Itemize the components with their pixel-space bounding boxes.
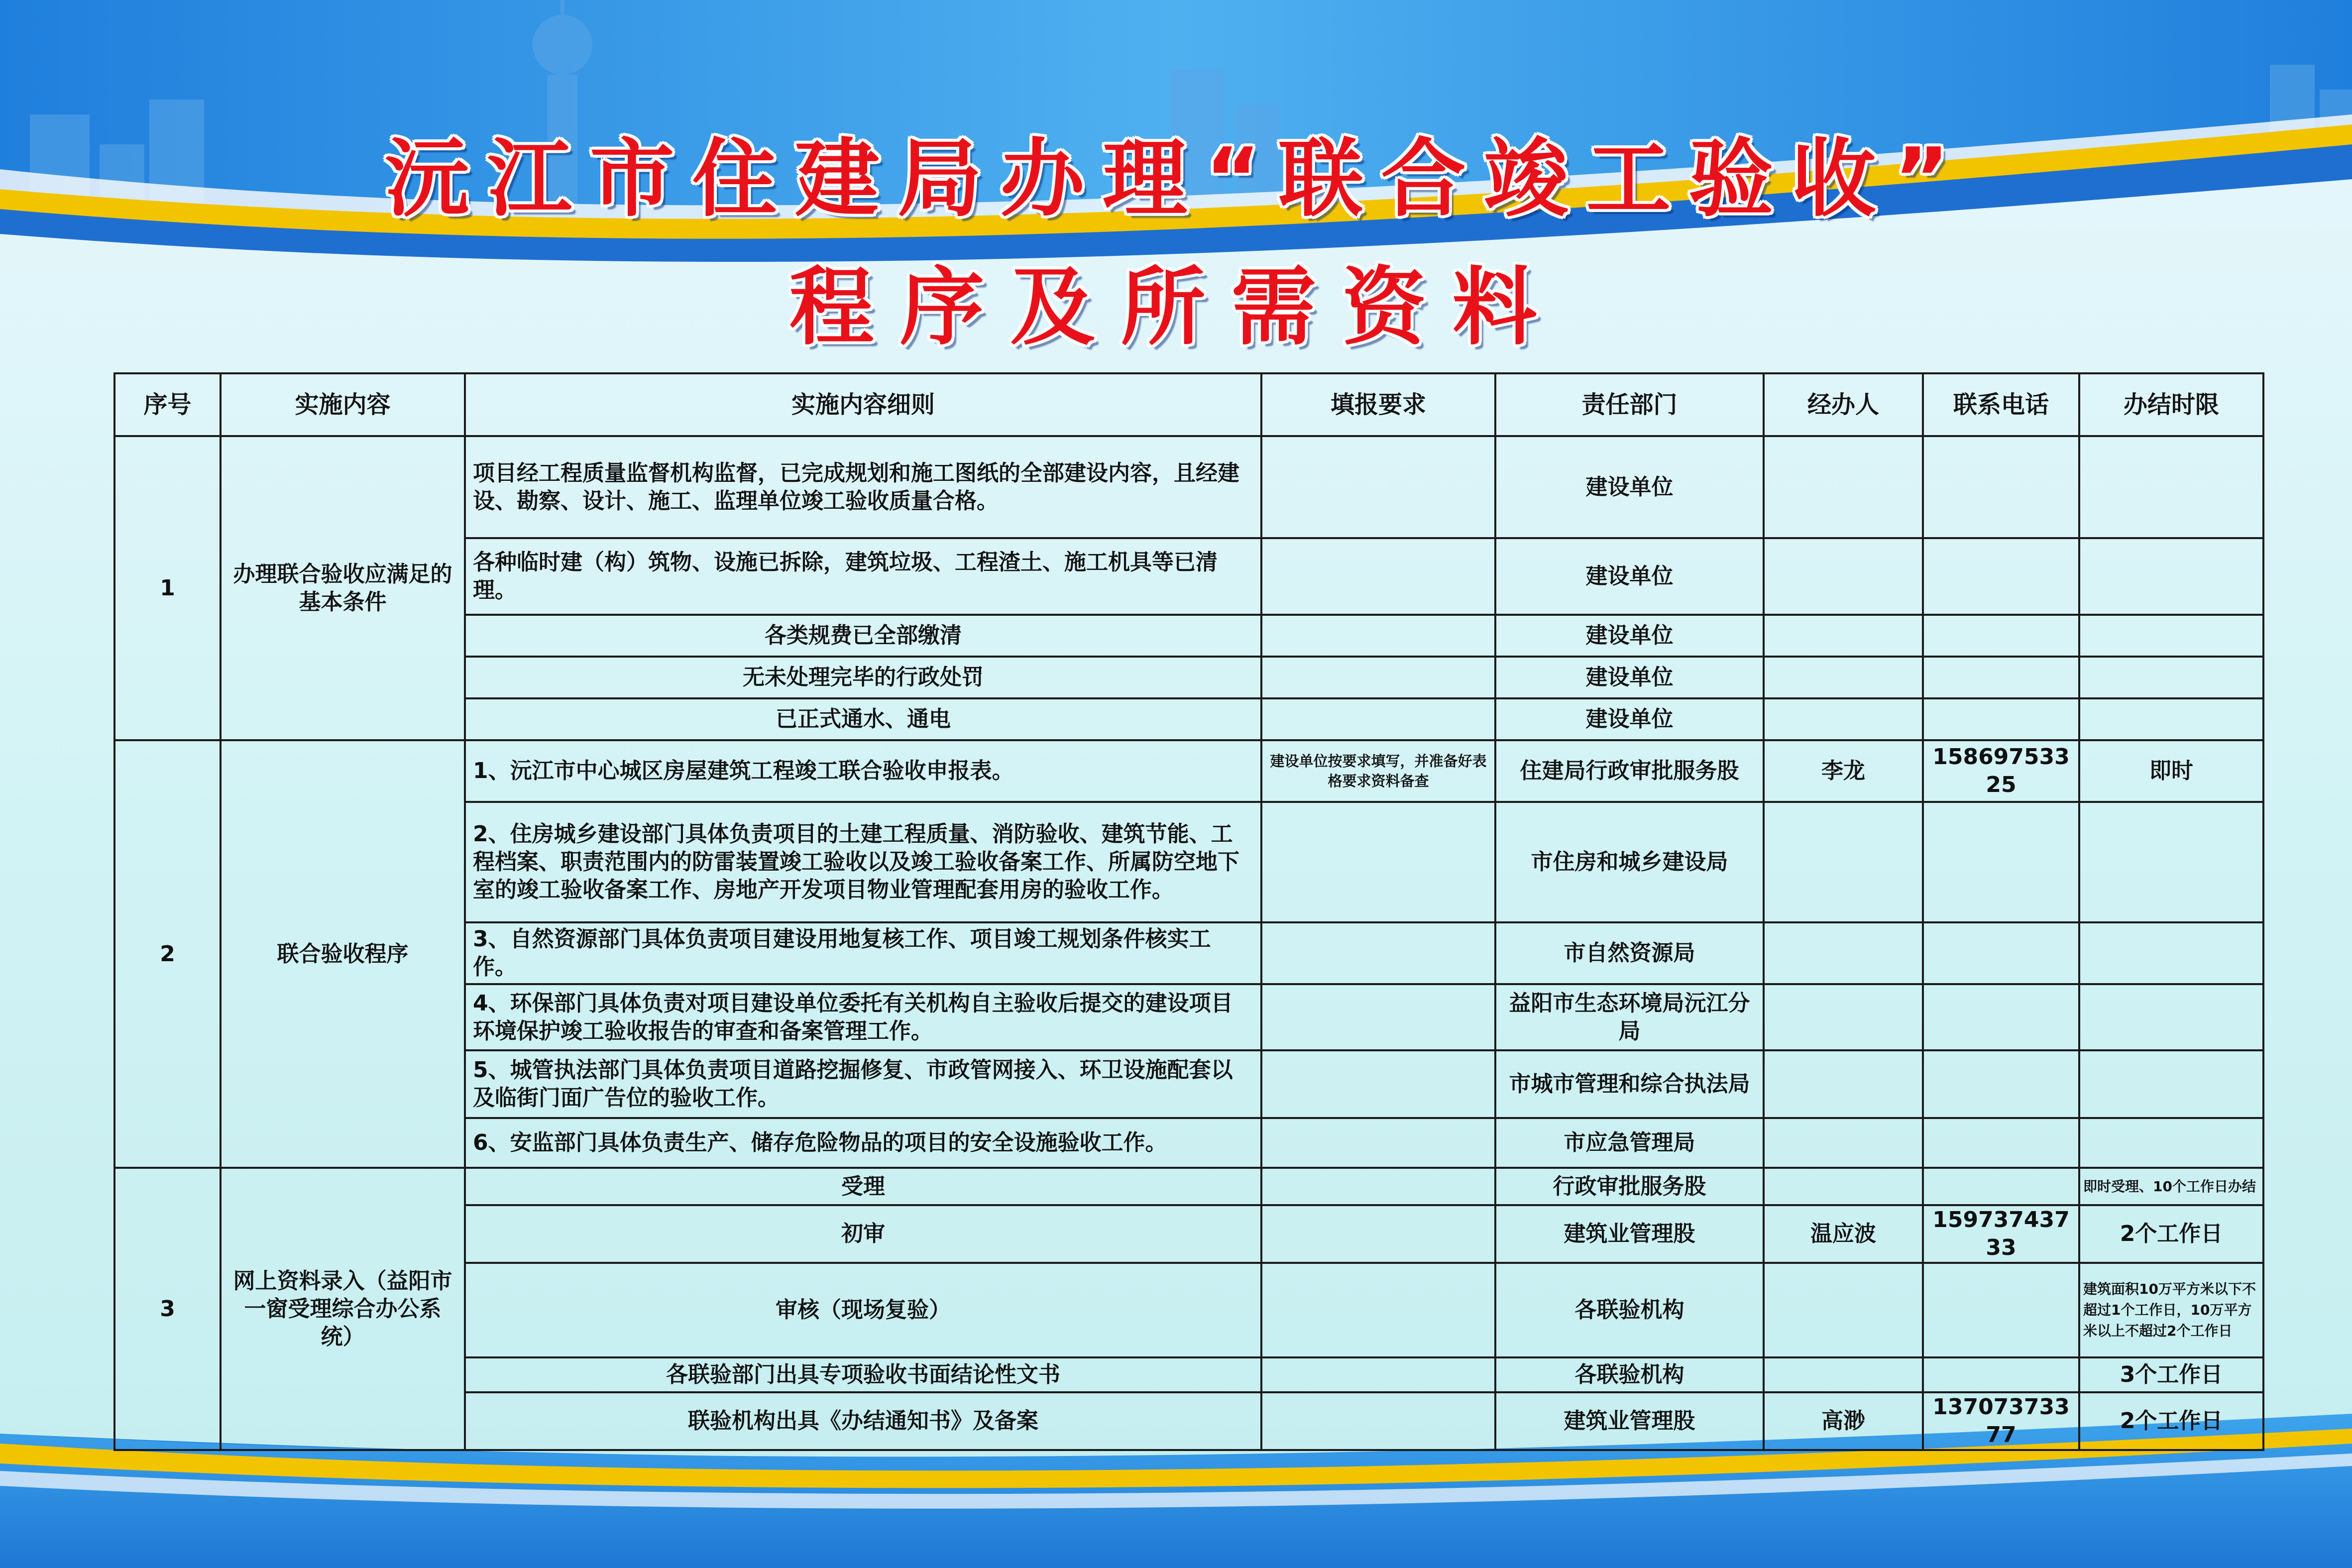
- limit-cell: [2079, 436, 2263, 538]
- phone-cell: [1923, 615, 2079, 657]
- handler-cell: [1764, 1263, 1923, 1357]
- dept-cell: 建筑业管理股: [1495, 1205, 1764, 1263]
- limit-cell: [2079, 538, 2263, 615]
- limit-cell: [2079, 657, 2263, 698]
- limit-cell: 3个工作日: [2079, 1357, 2263, 1392]
- handler-cell: [1764, 538, 1923, 615]
- phone-cell: [1923, 1263, 2079, 1357]
- requirement-cell: [1261, 436, 1495, 538]
- requirement-cell: [1261, 538, 1495, 615]
- handler-cell: [1764, 436, 1923, 538]
- limit-cell: [2079, 615, 2263, 657]
- phone-cell: [1923, 984, 2079, 1050]
- detail-cell: 2、住房城乡建设部门具体负责项目的土建工程质量、消防验收、建筑节能、工程档案、职责范围内的防雷装置竣工验收以及竣工验收备案工作、所属防空地下室的竣工验收备案工作、房地产开发项目物业管理配套用房的验收工作。: [465, 802, 1261, 922]
- handler-cell: [1764, 1118, 1923, 1168]
- detail-cell: 初审: [465, 1205, 1261, 1263]
- handler-cell: [1764, 1168, 1923, 1205]
- detail-cell: 1、沅江市中心城区房屋建筑工程竣工联合验收申报表。: [465, 740, 1261, 802]
- header-handler: 经办人: [1764, 373, 1923, 436]
- table-row: [114, 1168, 2263, 1205]
- procedure-table: [113, 372, 2264, 1451]
- section-content: 办理联合验收应满足的基本条件: [221, 436, 465, 740]
- dept-cell: 建筑业管理股: [1495, 1392, 1764, 1450]
- limit-cell: [2079, 1118, 2263, 1168]
- dept-cell: 建设单位: [1495, 698, 1764, 740]
- limit-cell: [2079, 984, 2263, 1050]
- requirement-cell: [1261, 802, 1495, 922]
- requirement-cell: [1261, 698, 1495, 740]
- dept-cell: 各联验机构: [1495, 1263, 1764, 1357]
- dept-cell: 建设单位: [1495, 538, 1764, 615]
- header-phone: 联系电话: [1923, 373, 2079, 436]
- table-row: [114, 740, 2263, 802]
- requirement-cell: [1261, 1263, 1495, 1357]
- detail-cell: 6、安监部门具体负责生产、储存危险物品的项目的安全设施验收工作。: [465, 1118, 1261, 1168]
- dept-cell: 各联验机构: [1495, 1357, 1764, 1392]
- detail-cell: 已正式通水、通电: [465, 698, 1261, 740]
- handler-cell: 高渺: [1764, 1392, 1923, 1450]
- phone-cell: [1923, 657, 2079, 698]
- requirement-cell: [1261, 1392, 1495, 1450]
- dept-cell: 行政审批服务股: [1495, 1168, 1764, 1205]
- dept-cell: 市应急管理局: [1495, 1118, 1764, 1168]
- header-detail: 实施内容细则: [465, 373, 1261, 436]
- section-no: 2: [114, 740, 221, 1168]
- handler-cell: [1764, 615, 1923, 657]
- phone-cell: [1923, 1357, 2079, 1392]
- handler-cell: [1764, 657, 1923, 698]
- phone-cell: 15973743733: [1923, 1205, 2079, 1263]
- handler-cell: [1764, 1050, 1923, 1118]
- phone-cell: [1923, 1118, 2079, 1168]
- requirement-cell: [1261, 1118, 1495, 1168]
- dept-cell: 益阳市生态环境局沅江分局: [1495, 984, 1764, 1050]
- phone-cell: 13707373377: [1923, 1392, 2079, 1450]
- phone-cell: [1923, 1168, 2079, 1205]
- phone-cell: [1923, 698, 2079, 740]
- requirement-cell: [1261, 615, 1495, 657]
- handler-cell: 温应波: [1764, 1205, 1923, 1263]
- phone-cell: [1923, 922, 2079, 984]
- table-row: [114, 436, 2263, 538]
- section-content: 联合验收程序: [221, 740, 465, 1168]
- requirement-cell: [1261, 1205, 1495, 1263]
- requirement-cell: [1261, 657, 1495, 698]
- header-limit: 办结时限: [2079, 373, 2263, 436]
- dept-cell: 建设单位: [1495, 657, 1764, 698]
- dept-cell: 市自然资源局: [1495, 922, 1764, 984]
- header-no: 序号: [114, 373, 221, 436]
- limit-cell: [2079, 802, 2263, 922]
- detail-cell: 各类规费已全部缴清: [465, 615, 1261, 657]
- detail-cell: 各种临时建（构）筑物、设施已拆除，建筑垃圾、工程渣土、施工机具等已清理。: [465, 538, 1261, 615]
- requirement-cell: [1261, 1357, 1495, 1392]
- limit-cell: 2个工作日: [2079, 1392, 2263, 1450]
- detail-cell: 5、城管执法部门具体负责项目道路挖掘修复、市政管网接入、环卫设施配套以及临街门面广告位的验收工作。: [465, 1050, 1261, 1118]
- dept-cell: 建设单位: [1495, 615, 1764, 657]
- dept-cell: 建设单位: [1495, 436, 1764, 538]
- handler-cell: [1764, 984, 1923, 1050]
- limit-cell: 建筑面积10万平方米以下不超过1个工作日，10万平方米以上不超过2个工作日: [2079, 1263, 2263, 1357]
- title-line-1: 沅江市住建局办理“联合竣工验收”: [384, 130, 1968, 228]
- dept-cell: 市城市管理和综合执法局: [1495, 1050, 1764, 1118]
- requirement-cell: [1261, 984, 1495, 1050]
- detail-cell: 项目经工程质量监督机构监督，已完成规划和施工图纸的全部建设内容，且经建设、勘察、设计、施工、监理单位竣工验收质量合格。: [465, 436, 1261, 538]
- detail-cell: 受理: [465, 1168, 1261, 1205]
- limit-cell: [2079, 698, 2263, 740]
- limit-cell: [2079, 1050, 2263, 1118]
- requirement-cell: [1261, 1050, 1495, 1118]
- detail-cell: 4、环保部门具体负责对项目建设单位委托有关机构自主验收后提交的建设项目环境保护竣工验收报告的审查和备案管理工作。: [465, 984, 1261, 1050]
- dept-cell: 市住房和城乡建设局: [1495, 802, 1764, 922]
- phone-cell: 15869753325: [1923, 740, 2079, 802]
- section-no: 1: [114, 436, 221, 740]
- header-row: [114, 373, 2263, 436]
- header-content: 实施内容: [221, 373, 465, 436]
- handler-cell: 李龙: [1764, 740, 1923, 802]
- limit-cell: 2个工作日: [2079, 1205, 2263, 1263]
- header-requirement: 填报要求: [1261, 373, 1495, 436]
- detail-cell: 审核（现场复验）: [465, 1263, 1261, 1357]
- detail-cell: 各联验部门出具专项验收书面结论性文书: [465, 1357, 1261, 1392]
- phone-cell: [1923, 802, 2079, 922]
- limit-cell: [2079, 922, 2263, 984]
- detail-cell: 联验机构出具《办结通知书》及备案: [465, 1392, 1261, 1450]
- handler-cell: [1764, 922, 1923, 984]
- dept-cell: 住建局行政审批服务股: [1495, 740, 1764, 802]
- header-dept: 责任部门: [1495, 373, 1764, 436]
- limit-cell: 即时: [2079, 740, 2263, 802]
- phone-cell: [1923, 436, 2079, 538]
- detail-cell: 3、自然资源部门具体负责项目建设用地复核工作、项目竣工规划条件核实工作。: [465, 922, 1261, 984]
- handler-cell: [1764, 1357, 1923, 1392]
- requirement-cell: [1261, 922, 1495, 984]
- title-line-2: 程序及所需资料: [789, 258, 1563, 357]
- requirement-cell: [1261, 1168, 1495, 1205]
- section-content: 网上资料录入（益阳市一窗受理综合办公系统）: [221, 1168, 465, 1450]
- handler-cell: [1764, 802, 1923, 922]
- requirement-cell: 建设单位按要求填写，并准备好表格要求资料备查: [1261, 740, 1495, 802]
- limit-cell: 即时受理、10个工作日办结: [2079, 1168, 2263, 1205]
- handler-cell: [1764, 698, 1923, 740]
- phone-cell: [1923, 538, 2079, 615]
- section-no: 3: [114, 1168, 221, 1450]
- detail-cell: 无未处理完毕的行政处罚: [465, 657, 1261, 698]
- phone-cell: [1923, 1050, 2079, 1118]
